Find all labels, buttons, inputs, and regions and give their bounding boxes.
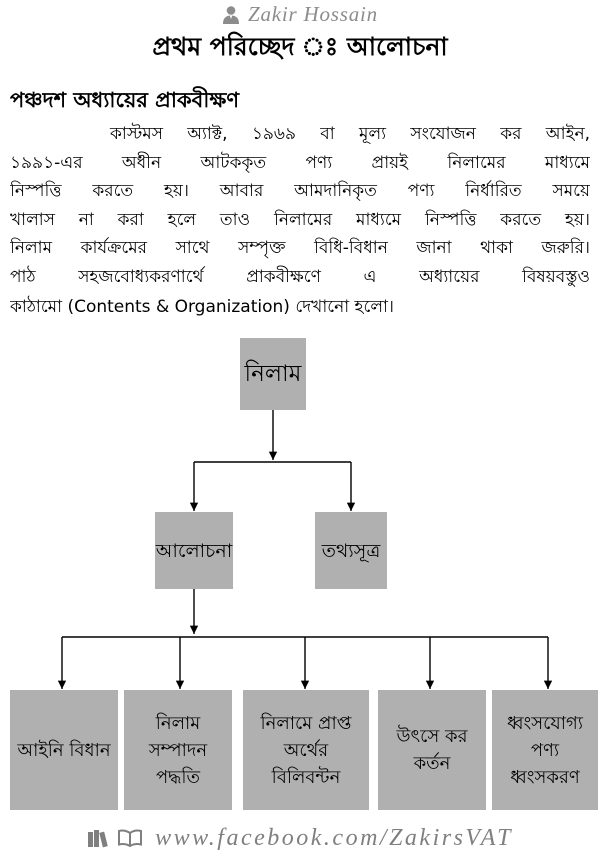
paragraph-line: পাঠ সহজবোধ্যকরণার্থে প্রাকবীক্ষণে এ অধ্যায়ের বিষয়বস্তুও	[10, 266, 590, 287]
person-icon	[222, 5, 240, 24]
diagram-box-label: উৎসে কর কর্তন	[396, 726, 468, 774]
diagram-box-tax-deduction	[378, 690, 486, 810]
paragraph-line: ১৯৯১-এর অধীন আটককৃত পণ্য প্রায়ই নিলামের মাধ্যমে	[10, 152, 590, 173]
facebook-url: www.facebook.com/ZakirsVAT	[155, 825, 513, 851]
diagram-box-label: নিলাম	[244, 361, 302, 387]
paragraph-line: কাঠামো (Contents & Organization) দেখানো হলো।	[10, 297, 394, 317]
diagram-box-label: নিলাম সম্পাদন পদ্ধতি	[148, 712, 208, 788]
diagram-box-label: আইনি বিধান	[17, 739, 111, 761]
diagram-box-goods-destruction	[492, 690, 598, 810]
paragraph-line: কাস্টমস অ্যাক্ট, ১৯৬৯ বা মূল্য সংযোজন কর আইন,	[110, 124, 590, 144]
diagram-box-label: আলোচনা	[155, 539, 233, 562]
diagram-box-references	[315, 512, 387, 589]
diagram-box-label: নিলামে প্রাপ্ত অর্থের বিলিবন্টন	[260, 712, 352, 788]
intro-paragraph	[10, 120, 590, 322]
paragraph-line: নিলাম কার্যক্রমের সাথে সম্পৃক্ত বিধি-বিধান জানা থাকা জরুরি।	[10, 238, 590, 258]
diagram-box-discussion	[155, 512, 233, 589]
chapter-title: প্রথম পরিচ্ছেদ ঃ আলোচনা	[152, 32, 448, 61]
page-header	[0, 2, 600, 26]
diagram-box-label: তথ্যসূত্র	[321, 539, 381, 562]
open-book-icon	[117, 828, 143, 848]
author-name: Zakir Hossain	[247, 2, 378, 26]
paragraph-line: নিস্পত্তি করতে হয়। আবার আমদানিকৃত পণ্য নির্ধারিত সময়ে	[10, 181, 590, 201]
books-icon	[87, 828, 111, 848]
diagram-box-proceeds-distribution	[243, 690, 369, 810]
diagram-root-box	[240, 338, 306, 410]
diagram-box-label: ধ্বংসযোগ্য পণ্য ধ্বংসকরণ	[506, 712, 584, 788]
diagram-box-legal-provisions	[10, 690, 118, 810]
paragraph-line: খালাস না করা হলে তাও নিলামের মাধ্যমে নিস্পত্তি করতে হয়।	[10, 209, 590, 230]
diagram-box-auction-procedure	[124, 690, 232, 810]
section-heading: পঞ্চদশ অধ্যায়ের প্রাকবীক্ষণ	[10, 88, 240, 112]
page-footer	[0, 824, 600, 852]
